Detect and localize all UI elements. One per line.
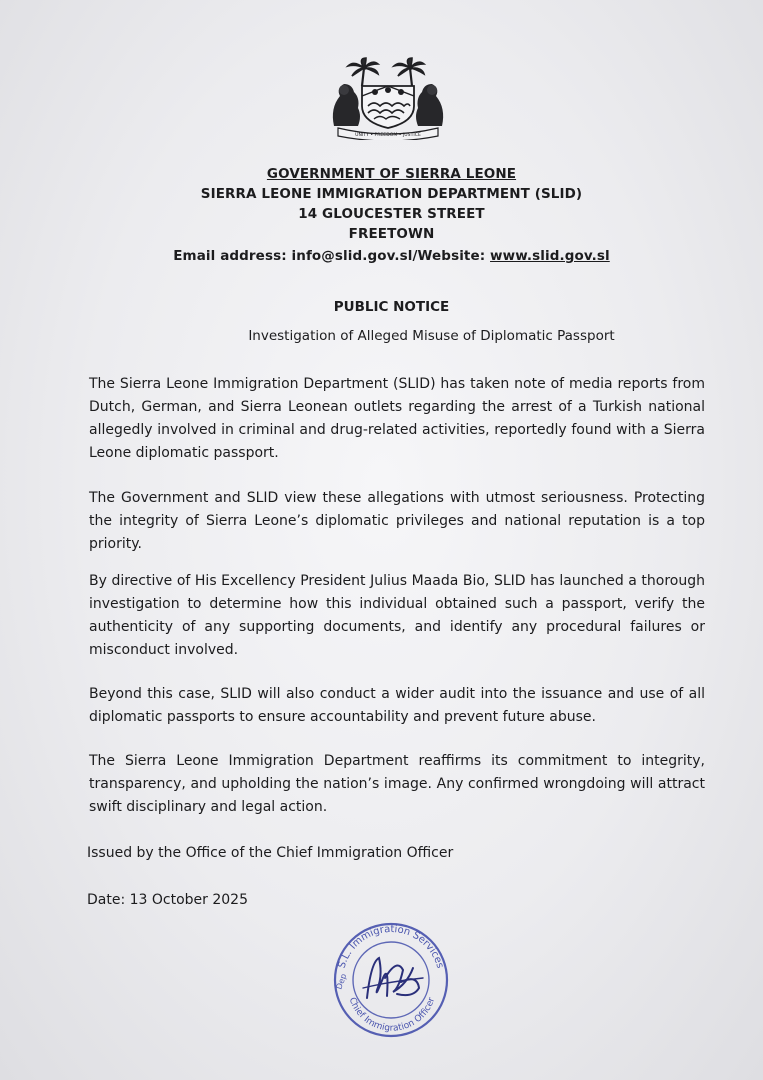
official-stamp (327, 918, 455, 1038)
notice-paragraph-3: By directive of His Excellency President Julius Maada Bio, SLID has launched a thorough investigation to determine how this individual obtained such a passport, verify the authenticity of any supporting documents, and identify any procedural failures or misconduct involved. (89, 573, 705, 658)
letterhead-department: SIERRA LEONE IMMIGRATION DEPARTMENT (SLID) (200, 186, 583, 202)
notice-paragraph-5: The Sierra Leone Immigration Department reaffirms its commitment to integrity, transparency, and upholding the nation’s image. Any confirmed wrongdoing will attract swift disciplinary and legal action. (89, 753, 705, 815)
stamp-ring-text: S.L. Immigration Services (336, 923, 446, 970)
website-link[interactable]: www.slid.gov.sl (490, 248, 610, 264)
coat-of-arms-emblem (328, 56, 448, 140)
notice-paragraph-2: The Government and SLID view these allegations with utmost seriousness. Protecting the integrity of Sierra Leone’s diplomatic privileges and national reputation is a top priority. (89, 490, 705, 552)
issued-by: Issued by the Office of the Chief Immigration Officer (87, 845, 454, 861)
signature-mark (363, 958, 423, 998)
notice-date: Date: 13 October 2025 (87, 892, 248, 908)
notice-subtitle: Investigation of Alleged Misuse of Diplomatic Passport (248, 328, 615, 344)
letterhead-government: GOVERNMENT OF SIERRA LEONE (266, 166, 517, 182)
contact-email-text: Email address: info@slid.gov.sl/Website: (173, 248, 491, 264)
notice-paragraph-4: Beyond this case, SLID will also conduct a wider audit into the issuance and use of all diplomatic passports to ensure accountability and prevent future abuse. (89, 686, 705, 725)
letterhead-city: FREETOWN (348, 226, 435, 242)
stamp-bottom-text: Chief Immigration Officer (346, 996, 438, 1034)
letterhead-street: 14 GLOUCESTER STREET (298, 206, 485, 222)
coat-motto: UNITY • FREEDOM • JUSTICE (355, 133, 421, 138)
notice-paragraph-1: The Sierra Leone Immigration Department (SLID) has taken note of media reports from Dutch, German, and Sierra Leonean outlets regarding the arrest of a Turkish national allegedly involved in criminal and drug-related activities, reportedly found with a Sierra Leone diplomatic passport. (89, 376, 705, 461)
stamp-side-text: Dep (334, 972, 349, 991)
notice-title: PUBLIC NOTICE (333, 299, 450, 315)
letterhead-contact (0, 248, 763, 264)
